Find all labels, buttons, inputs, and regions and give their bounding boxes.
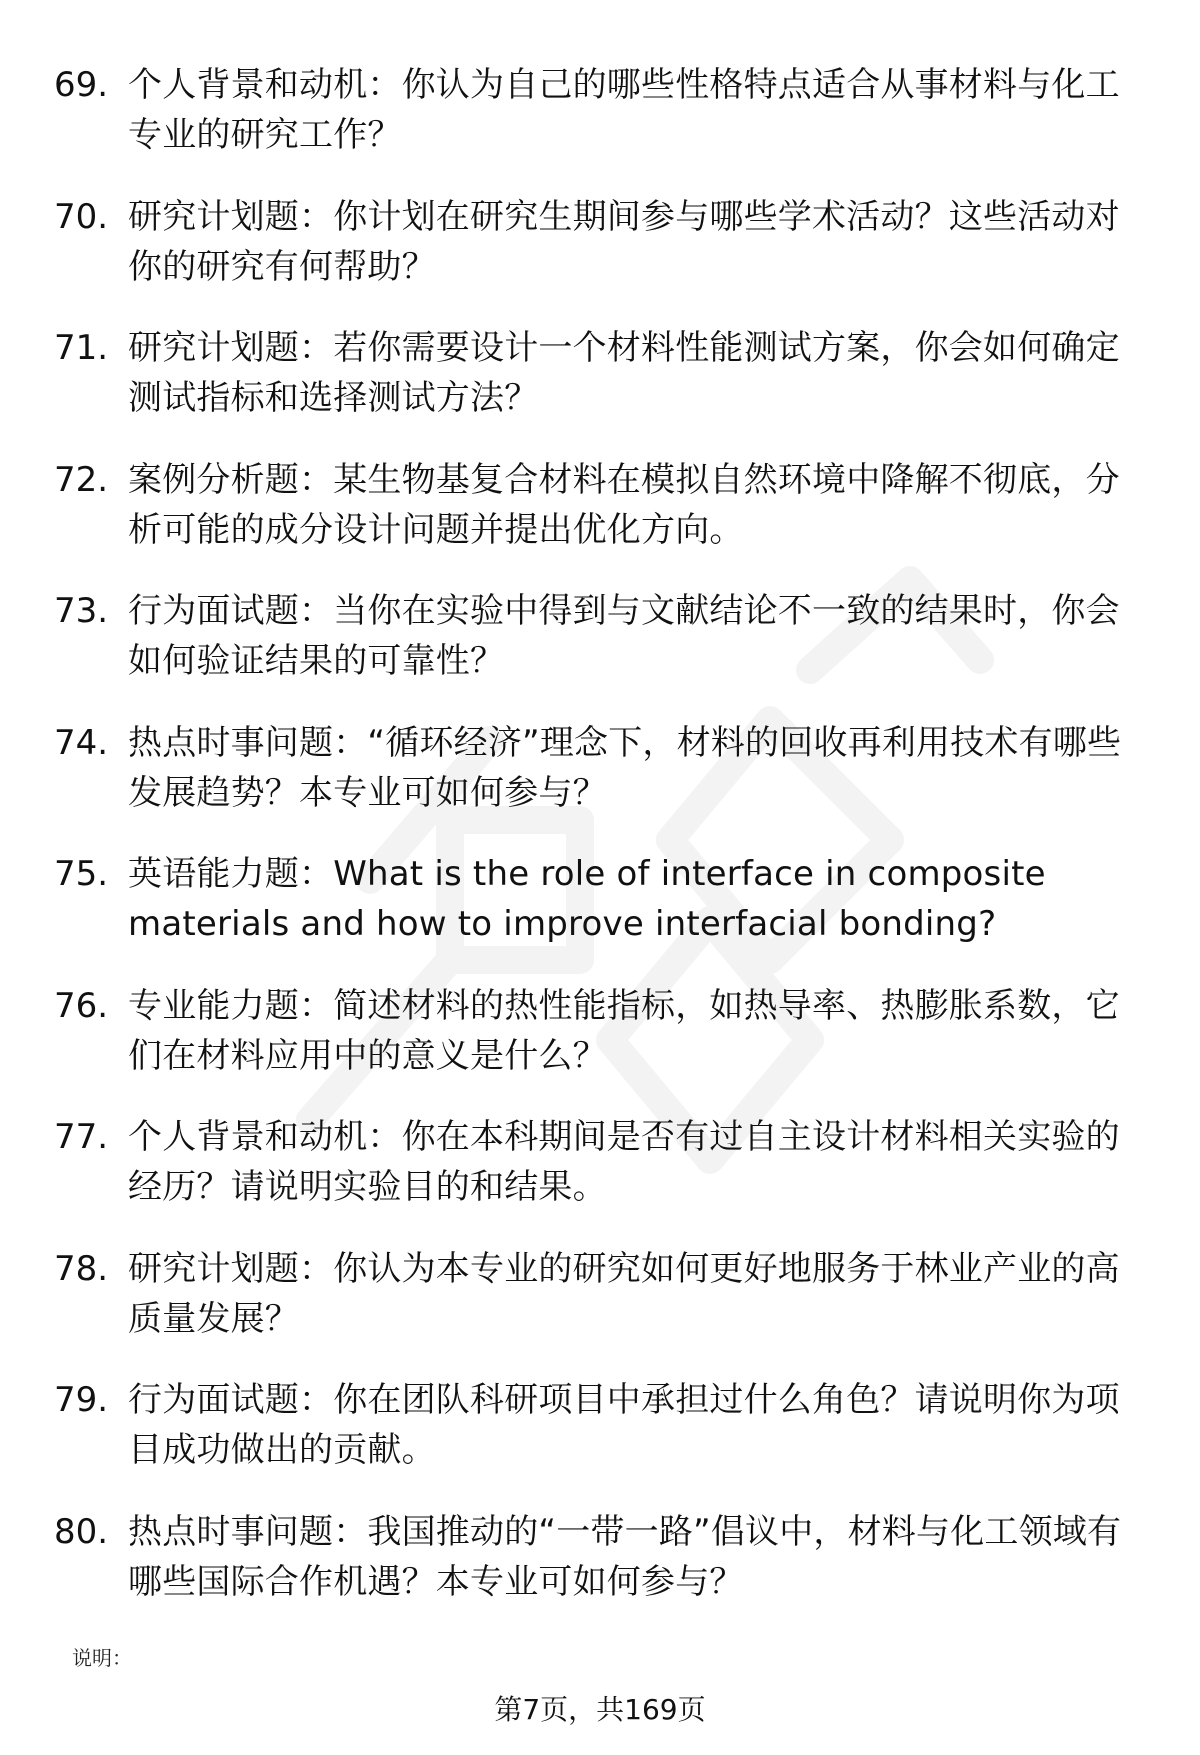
question-number: 73. <box>54 591 109 631</box>
question-number: 76. <box>54 985 109 1026</box>
question-text: 研究计划题：你认为本专业的研究如何更好地服务于林业产业的高质量发展？ <box>128 1248 1120 1339</box>
question-text: 英语能力题：What is the role of interface in composite materials and how to improve interfacial bonding? <box>128 854 1046 944</box>
question-text: 热点时事问题：“循环经济”理念下，材料的回收再利用技术有哪些发展趋势？本专业可如何参与？ <box>128 722 1122 813</box>
question-number: 75. <box>54 854 109 894</box>
question-text: 研究计划题：你计划在研究生期间参与哪些学术活动？这些活动对你的研究有何帮助？ <box>128 196 1120 287</box>
question-text: 行为面试题：当你在实验中得到与文献结论不一致的结果时，你会如何验证结果的可靠性？ <box>128 591 1120 681</box>
question-number: 69. <box>54 65 109 105</box>
question-item <box>54 1112 1150 1244</box>
question-number: 70. <box>54 196 109 237</box>
question-number: 74. <box>54 722 109 763</box>
question-text: 个人背景和动机：你在本科期间是否有过自主设计材料相关实验的经历？请说明实验目的和结果。 <box>128 1117 1120 1207</box>
question-number: 77. <box>54 1117 109 1157</box>
question-item <box>54 60 1150 192</box>
question-number: 80. <box>54 1511 109 1552</box>
note-label: 说明： <box>72 1646 132 1670</box>
question-text: 案例分析题：某生物基复合材料在模拟自然环境中降解不彻底，分析可能的成分设计问题并提出优化方向。 <box>128 459 1120 550</box>
question-text: 行为面试题：你在团队科研项目中承担过什么角色？请说明你为项目成功做出的贡献。 <box>128 1380 1120 1470</box>
question-number: 79. <box>54 1380 109 1420</box>
question-list <box>54 60 1150 1638</box>
question-item <box>54 1375 1150 1507</box>
page-number-footer: 第7页，共169页 <box>494 1693 706 1726</box>
question-number: 71. <box>54 328 109 368</box>
question-item <box>54 1244 1150 1376</box>
question-item <box>54 192 1150 324</box>
question-item <box>54 586 1150 718</box>
question-text: 个人背景和动机：你认为自己的哪些性格特点适合从事材料与化工专业的研究工作？ <box>128 65 1120 155</box>
question-item <box>54 455 1150 587</box>
question-text: 研究计划题：若你需要设计一个材料性能测试方案，你会如何确定测试指标和选择测试方法？ <box>128 328 1120 418</box>
question-item <box>54 718 1150 850</box>
question-item <box>54 981 1150 1113</box>
question-number: 78. <box>54 1248 109 1289</box>
question-text: 热点时事问题：我国推动的“一带一路”倡议中，材料与化工领域有哪些国际合作机遇？本专业可如何参与？ <box>128 1511 1122 1602</box>
question-number: 72. <box>54 459 109 500</box>
question-item <box>54 1507 1150 1639</box>
question-text: 专业能力题：简述材料的热性能指标，如热导率、热膨胀系数，它们在材料应用中的意义是什么？ <box>128 985 1120 1076</box>
question-item <box>54 323 1150 455</box>
question-item <box>54 849 1150 981</box>
